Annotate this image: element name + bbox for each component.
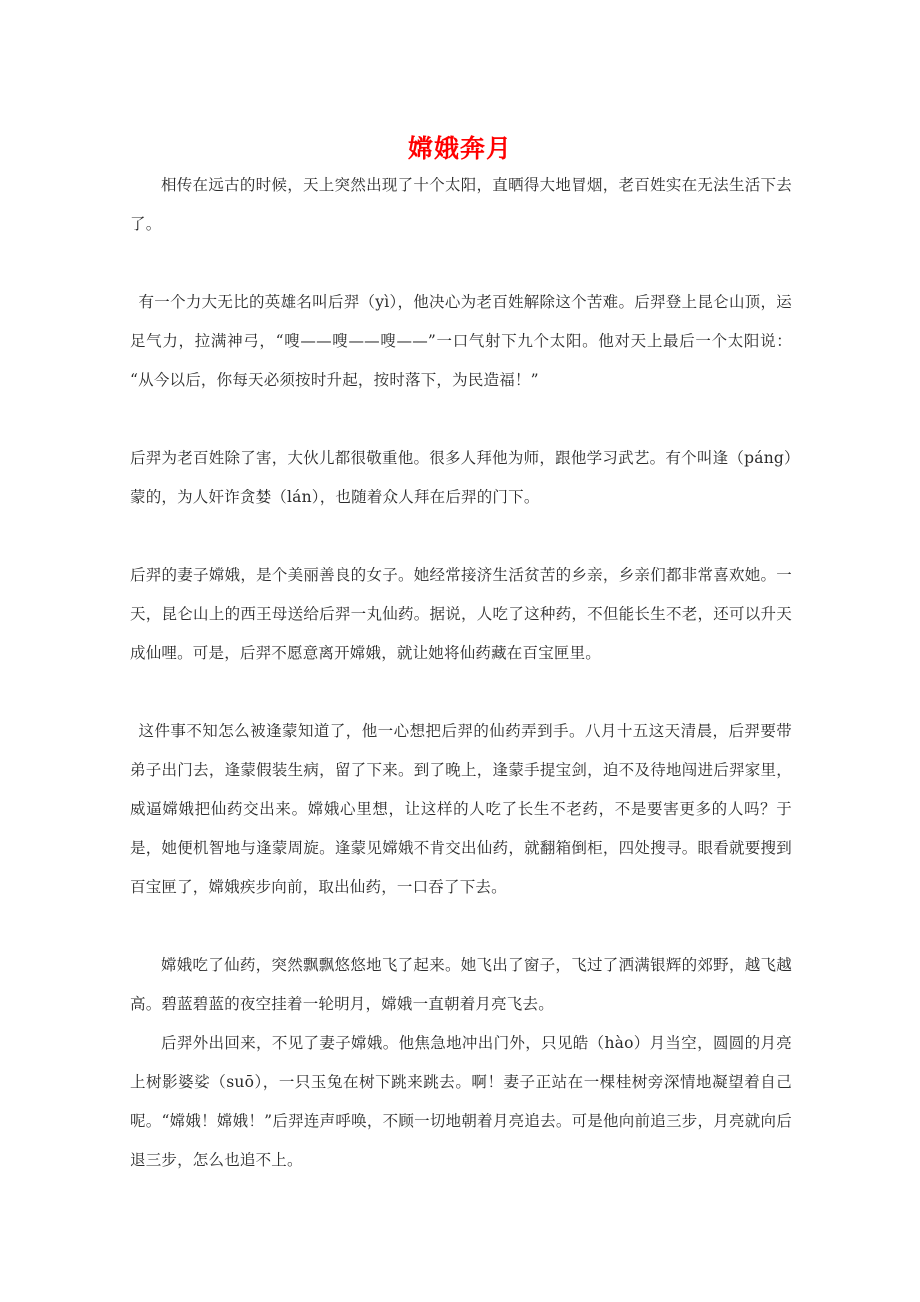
page-title: 嫦娥奔月 [407,133,512,163]
paragraph-1: 相传在远古的时候，天上突然出现了十个太阳，直晒得大地冒烟，老百姓实在无法生活下去了。 [130,176,792,233]
document-body [130,166,792,1180]
paragraph-5: 这件事不知怎么被逢蒙知道了，他一心想把后羿的仙药弄到手。八月十五这天清晨，后羿要带弟子出门去，逢蒙假装生病，留了下来。到了晚上，逢蒙手提宝剑，迫不及待地闯进后羿家里，威逼嫦娥把仙药交出来。嫦娥心里想，让这样的人吃了长生不老药，不是要害更多的人吗？于是，她便机智地与逢蒙周旋。逢蒙见嫦娥不肯交出仙药，就翻箱倒柜，四处搜寻。眼看就要搜到百宝匣了，嫦娥疾步向前，取出仙药，一口吞了下去。 [130,722,792,896]
paragraph-2: 有一个力大无比的英雄名叫后羿（yì），他决心为老百姓解除这个苦难。后羿登上昆仑山顶，运足气力，拉满神弓，“嗖——嗖——嗖——”一口气射下九个太阳。他对天上最后一个太阳说：“从今以后，你每天必须按时升起，按时落下，为民造福！” [130,293,792,389]
paragraph-3: 后羿为老百姓除了害，大伙儿都很敬重他。很多人拜他为师，跟他学习武艺。有个叫逢（páng）蒙的，为人奸诈贪婪（lán），也随着众人拜在后羿的门下。 [130,449,792,506]
paragraph-4: 后羿的妻子嫦娥，是个美丽善良的女子。她经常接济生活贫苦的乡亲，乡亲们都非常喜欢她。一天，昆仑山上的西王母送给后羿一丸仙药。据说，人吃了这种药，不但能长生不老，还可以升天成仙哩。可是，后羿不愿意离开嫦娥，就让她将仙药藏在百宝匣里。 [130,566,792,662]
paragraph-7: 后羿外出回来，不见了妻子嫦娥。他焦急地冲出门外，只见皓（hào）月当空，圆圆的月亮上树影婆娑（suō），一只玉兔在树下跳来跳去。啊！妻子正站在一棵桂树旁深情地凝望着自己呢。“嫦娥！嫦娥！”后羿连声呼唤，不顾一切地朝着月亮追去。可是他向前追三步，月亮就向后退三步，怎么也追不上。 [130,1034,792,1169]
paragraph-6: 嫦娥吃了仙药，突然飘飘悠悠地飞了起来。她飞出了窗子，飞过了洒满银辉的郊野，越飞越高。碧蓝碧蓝的夜空挂着一轮明月，嫦娥一直朝着月亮飞去。 [130,956,792,1013]
